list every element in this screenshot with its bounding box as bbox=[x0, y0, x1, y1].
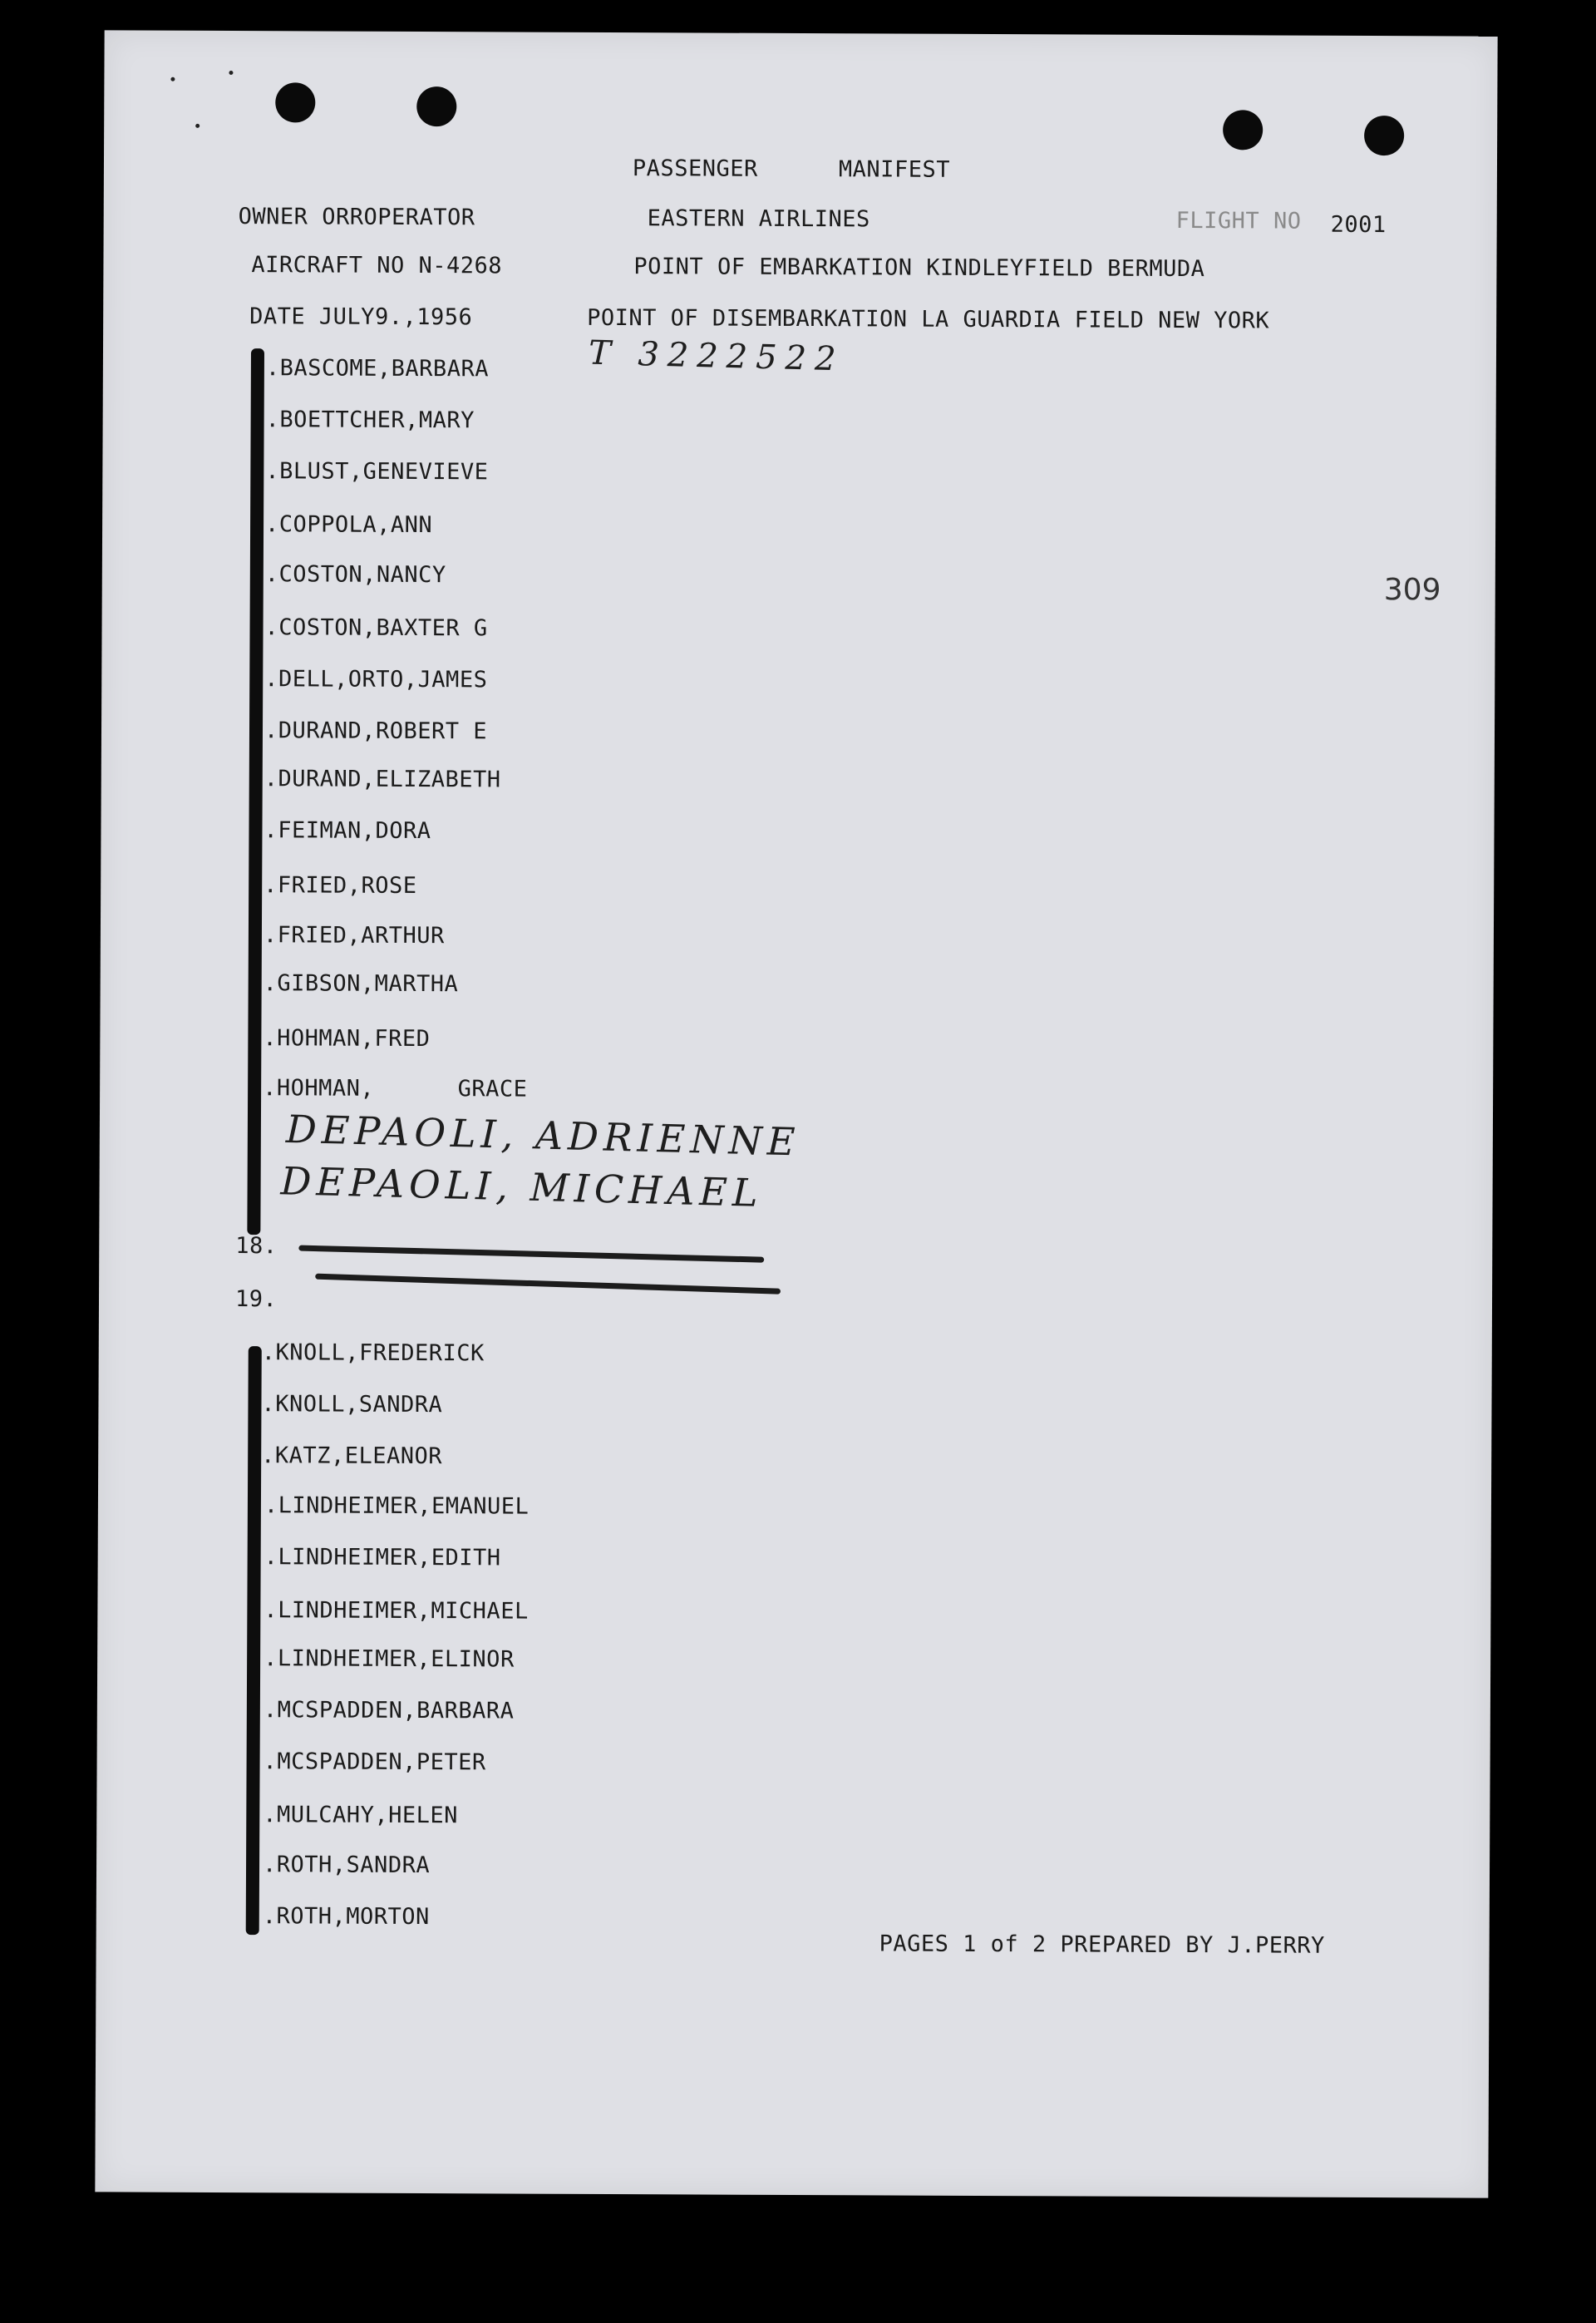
handwritten-code: T 3222522 bbox=[588, 333, 845, 379]
handwritten-name: DEPAOLI, MICHAEL bbox=[280, 1158, 764, 1216]
passenger-name: .DURAND,ELIZABETH bbox=[264, 766, 501, 793]
passenger-name: .LINDHEIMER,EDITH bbox=[264, 1544, 501, 1571]
punch-hole-icon bbox=[1364, 116, 1404, 155]
aircraft-number: AIRCRAFT NO N-4268 bbox=[251, 252, 503, 279]
passenger-name: .HOHMAN, GRACE bbox=[263, 1075, 528, 1102]
footer-prepared-by: PAGES 1 of 2 PREPARED BY J.PERRY bbox=[879, 1931, 1325, 1959]
punch-hole-icon bbox=[416, 86, 456, 126]
flight-number: 2001 bbox=[1330, 211, 1387, 239]
passenger-name: .DURAND,ROBERT E bbox=[264, 718, 488, 745]
line-number: 19. bbox=[234, 1286, 278, 1313]
strikethrough-line bbox=[298, 1245, 764, 1263]
passenger-name: .BASCOME,BARBARA bbox=[265, 355, 490, 382]
passenger-name: .LINDHEIMER,ELINOR bbox=[264, 1645, 515, 1673]
passenger-name: .LINDHEIMER,EMANUEL bbox=[264, 1492, 530, 1520]
marker-bracket bbox=[246, 1346, 262, 1935]
airline-name: EASTERN AIRLINES bbox=[647, 205, 870, 233]
line-number: 18. bbox=[235, 1233, 278, 1260]
passenger-name: .MCSPADDEN,BARBARA bbox=[263, 1697, 515, 1724]
passenger-name: .MCSPADDEN,PETER bbox=[263, 1748, 486, 1776]
manifest-page bbox=[95, 30, 1497, 2197]
passenger-name: .KATZ,ELEANOR bbox=[261, 1443, 443, 1470]
handwritten-name: DEPAOLI, ADRIENNE bbox=[285, 1106, 801, 1165]
passenger-name: .GIBSON,MARTHA bbox=[263, 970, 459, 998]
passenger-name: .KNOLL,FREDERICK bbox=[261, 1339, 485, 1367]
page-number: 309 bbox=[1383, 573, 1441, 608]
flight-label: FLIGHT NO bbox=[1175, 207, 1302, 234]
marker-bracket bbox=[247, 348, 264, 1235]
strikethrough-line bbox=[315, 1274, 781, 1295]
passenger-name: .COSTON,BAXTER G bbox=[264, 614, 488, 642]
manifest-title: PASSENGER bbox=[632, 155, 758, 182]
passenger-name: .MULCAHY,HELEN bbox=[263, 1802, 458, 1829]
passenger-name: .LINDHEIMER,MICHAEL bbox=[264, 1597, 529, 1625]
passenger-name: .ROTH,MORTON bbox=[262, 1903, 430, 1931]
passenger-name: .KNOLL,SANDRA bbox=[261, 1391, 443, 1418]
punch-hole-icon bbox=[1223, 110, 1263, 150]
passenger-name: .DELL,ORTO,JAMES bbox=[264, 666, 488, 693]
point-of-embarkation: POINT OF EMBARKATION KINDLEYFIELD BERMUDA bbox=[633, 254, 1205, 283]
passenger-name: .COSTON,NANCY bbox=[264, 561, 446, 589]
manifest-date: DATE JULY9.,1956 bbox=[249, 303, 473, 331]
passenger-name: .FEIMAN,DORA bbox=[264, 817, 431, 845]
point-of-disembarkation: POINT OF DISEMBARKATION LA GUARDIA FIELD NEW YORK bbox=[587, 304, 1270, 334]
passenger-name: .FRIED,ROSE bbox=[264, 872, 417, 900]
passenger-name: .BLUST,GENEVIEVE bbox=[265, 458, 489, 486]
passenger-name: .BOETTCHER,MARY bbox=[265, 407, 475, 434]
punch-hole-icon bbox=[275, 82, 315, 122]
manifest-title-right: MANIFEST bbox=[838, 156, 951, 183]
passenger-name: .FRIED,ARTHUR bbox=[263, 922, 445, 949]
passenger-name: .COPPOLA,ANN bbox=[265, 511, 433, 539]
passenger-name: .HOHMAN,FRED bbox=[263, 1025, 431, 1053]
owner-operator: OWNER ORROPERATOR bbox=[238, 204, 475, 231]
passenger-name: .ROTH,SANDRA bbox=[262, 1852, 431, 1879]
